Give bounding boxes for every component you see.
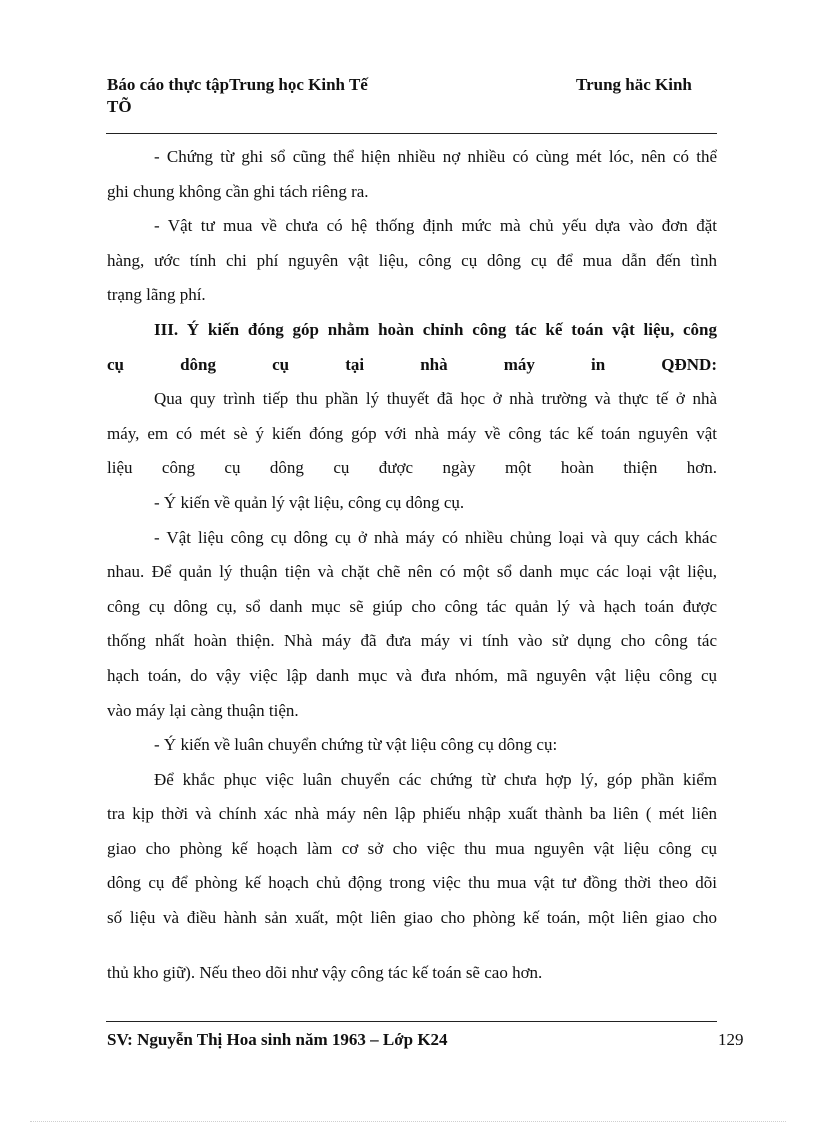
header-title: Báo cáo thực tậpTrung học Kinh Tế	[107, 75, 368, 94]
body-line: vào máy lại càng thuận tiện.	[107, 700, 299, 720]
body-line: máy, em có mét sè ý kiến đóng góp với nhà máy về công tác kế toán nguyên vật	[107, 423, 717, 443]
body-line: hàng, ước tính chi phí nguyên vật liệu, công cụ dông cụ để mua dẫn đến tình	[107, 250, 717, 270]
body-line: - Vật tư mua về chưa có hệ thống định mức mà chủ yếu dựa vào đơn đặt	[154, 216, 717, 236]
body-line: trạng lãng phí.	[107, 285, 206, 305]
body-line: - Ý kiến về luân chuyển chứng từ vật liệu công cụ dông cụ:	[154, 735, 558, 755]
body-line: nhau. Để quản lý thuận tiện và chặt chẽ nên có một sổ danh mục các loại vật liệu,	[107, 562, 717, 582]
body-line: Để khắc phục việc luân chuyển các chứng từ chưa hợp lý, góp phần kiểm	[154, 769, 717, 789]
page-edge-divider	[30, 1121, 786, 1122]
body-line: thống nhất hoàn thiện. Nhà máy đã đưa máy vi tính vào sử dụng cho công tác	[107, 631, 717, 651]
body-line: công cụ dông cụ, sổ danh mục sẽ giúp cho công tác quản lý và hạch toán được	[107, 596, 717, 616]
body-line: tra kịp thời và chính xác nhà máy nên lập phiếu nhập xuất thành ba liên ( mét liên	[107, 804, 717, 824]
section-heading: III. Ý kiến đóng góp nhằm hoàn chỉnh công tác kế toán vật liệu, công	[154, 319, 717, 339]
body-line: số liệu và điều hành sản xuất, một liên giao cho phòng kế toán, một liên giao cho	[107, 908, 717, 928]
header-left	[107, 74, 368, 118]
body-line: thủ kho giữ). Nếu theo dõi như vậy công tác kế toán sẽ cao hơn.	[107, 963, 543, 982]
body-line: ghi chung không cần ghi tách riêng ra.	[107, 181, 369, 201]
body-line: hạch toán, do vậy việc lập danh mục và đưa nhóm, mã nguyên vật liệu công cụ	[107, 665, 717, 685]
document-body	[107, 140, 717, 936]
body-line: - Vật liệu công cụ dông cụ ở nhà máy có nhiều chủng loại và quy cách khác	[154, 527, 717, 547]
body-line: liệu công cụ dông cụ được ngày một hoàn thiện hơn.	[107, 458, 717, 478]
footer-student: SV: Nguyễn Thị Hoa sinh năm 1963 – Lớp K24	[107, 1030, 448, 1049]
body-line: Qua quy trình tiếp thu phần lý thuyết đã học ở nhà trường và thực tế ở nhà	[154, 389, 717, 409]
header-title-continued: TÕ	[107, 97, 132, 116]
header-rule	[106, 133, 717, 134]
body-line: - Ý kiến về quản lý vật liệu, công cụ dông cụ.	[154, 492, 465, 512]
body-line: dông cụ để phòng kế hoạch chủ động trong việc thu mua vật tư đồng thời theo dõi	[107, 873, 717, 893]
body-line: - Chứng từ ghi sổ cũng thể hiện nhiều nợ nhiều có cùng mét lóc, nên có thể	[154, 147, 717, 166]
section-heading-continued: cụ dông cụ tại nhà máy in QĐND:	[107, 354, 717, 374]
footer-rule	[106, 1021, 717, 1022]
header-right: Trung häc Kinh	[576, 75, 692, 94]
body-line: giao cho phòng kế hoạch làm cơ sở cho việc thu mua nguyên vật liệu công cụ	[107, 838, 717, 858]
page-number: 129	[718, 1030, 744, 1049]
